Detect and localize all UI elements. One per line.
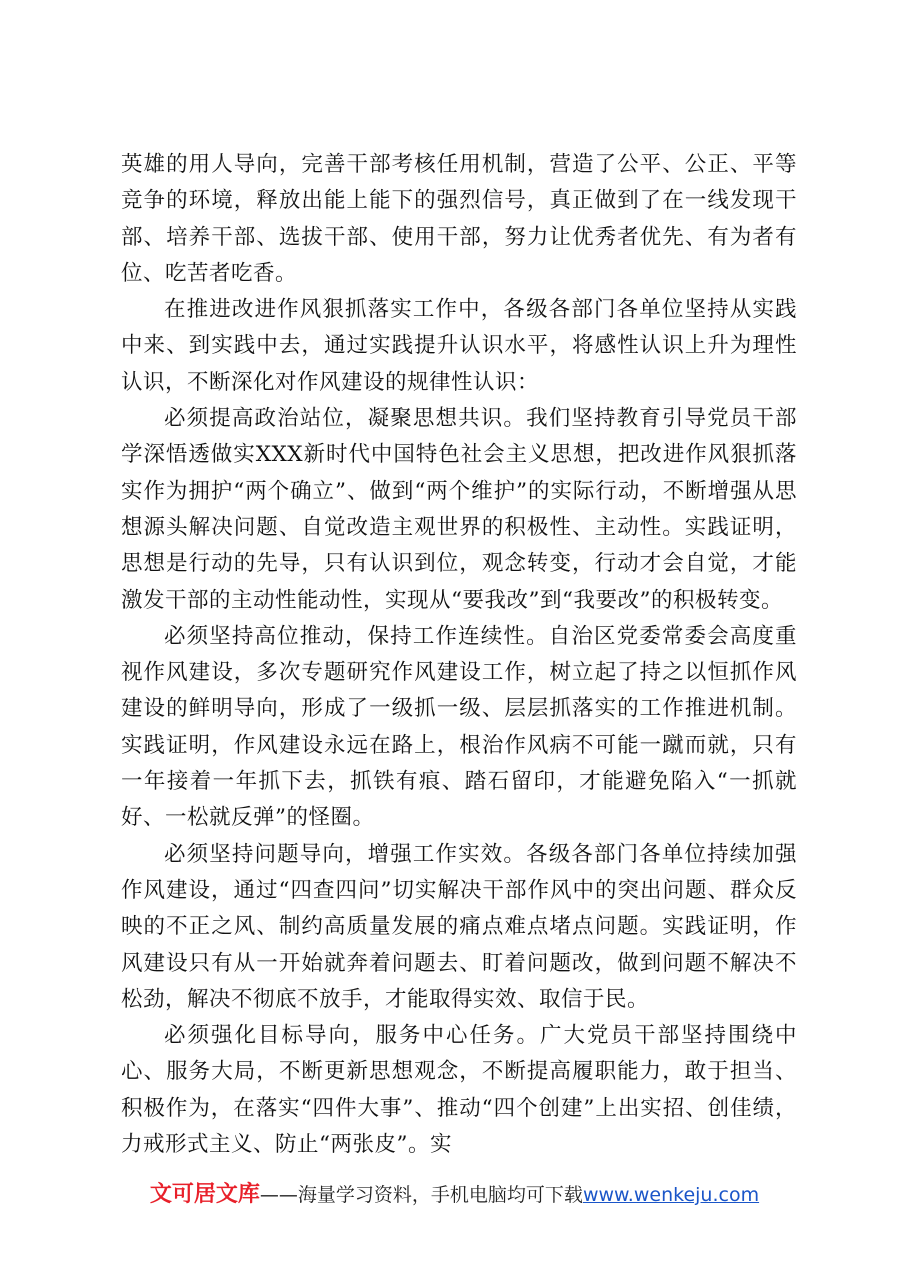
- footer-dash: ——: [259, 1184, 298, 1206]
- footer-banner: [0, 1180, 909, 1210]
- paragraph-4: 必须坚持高位推动，保持工作连续性。自治区党委常委会高度重视作风建设，多次专题研究作风建设工作，树立起了持之以恒抓作风建设的鲜明导向，形成了一级抓一级、层层抓落实的工作推进机制。实践证明，作风建设永远在路上，根治作风病不可能一蹴而就，只有一年接着一年抓下去，抓铁有痕、踏石留印，才能避免陷入“一抓就好、一松就反弹”的怪圈。: [121, 623, 797, 831]
- paragraph-2: 在推进改进作风狠抓落实工作中，各级各部门各单位坚持从实践中来、到实践中去，通过实践提升认识水平，将感性认识上升为理性认识，不断深化对作风建设的规律性认识：: [121, 297, 797, 395]
- footer-slogan: 海量学习资料，手机电脑均可下载: [297, 1184, 583, 1206]
- paragraph-6: 必须强化目标导向，服务中心任务。广大党员干部坚持围绕中心、服务大局，不断更新思想观念，不断提高履职能力，敢于担当、积极作为，在落实“四件大事”、推动“四个创建”上出实招、创佳绩，力戒形式主义、防止“两张皮”。实: [121, 1023, 797, 1158]
- paragraph-1: 英雄的用人导向，完善干部考核任用机制，营造了公平、公正、平等竞争的环境，释放出能上能下的强烈信号，真正做到了在一线发现干部、培养干部、选拔干部、使用干部，努力让优秀者优先、有为者有位、吃苦者吃香。: [121, 152, 797, 286]
- paragraph-3: 必须提高政治站位，凝聚思想共识。我们坚持教育引导党员干部学深悟透做实XXX新时代中国特色社会主义思想，把改进作风狠抓落实作为拥护“两个确立”、做到“两个维护”的实际行动，不断增强从思想源头解决问题、自觉改造主观世界的积极性、主动性。实践证明，思想是行动的先导，只有认识到位，观念转变，行动才会自觉，才能激发干部的主动性能动性，实现从“要我改”到“我要改”的积极转变。: [121, 406, 797, 613]
- document-body: [121, 147, 797, 1163]
- footer-site-link[interactable]: www.wenkeju.com: [582, 1184, 760, 1206]
- paragraph-5: 必须坚持问题导向，增强工作实效。各级各部门各单位持续加强作风建设，通过“四查四问”切实解决干部作风中的突出问题、群众反映的不正之风、制约高质量发展的痛点难点堵点问题。实践证明，作风建设只有从一开始就奔着问题去、盯着问题改，做到问题不解决不松劲，解决不彻底不放手，才能取得实效、取信于民。: [121, 841, 797, 1012]
- footer-brand: 文可居文库: [149, 1182, 260, 1207]
